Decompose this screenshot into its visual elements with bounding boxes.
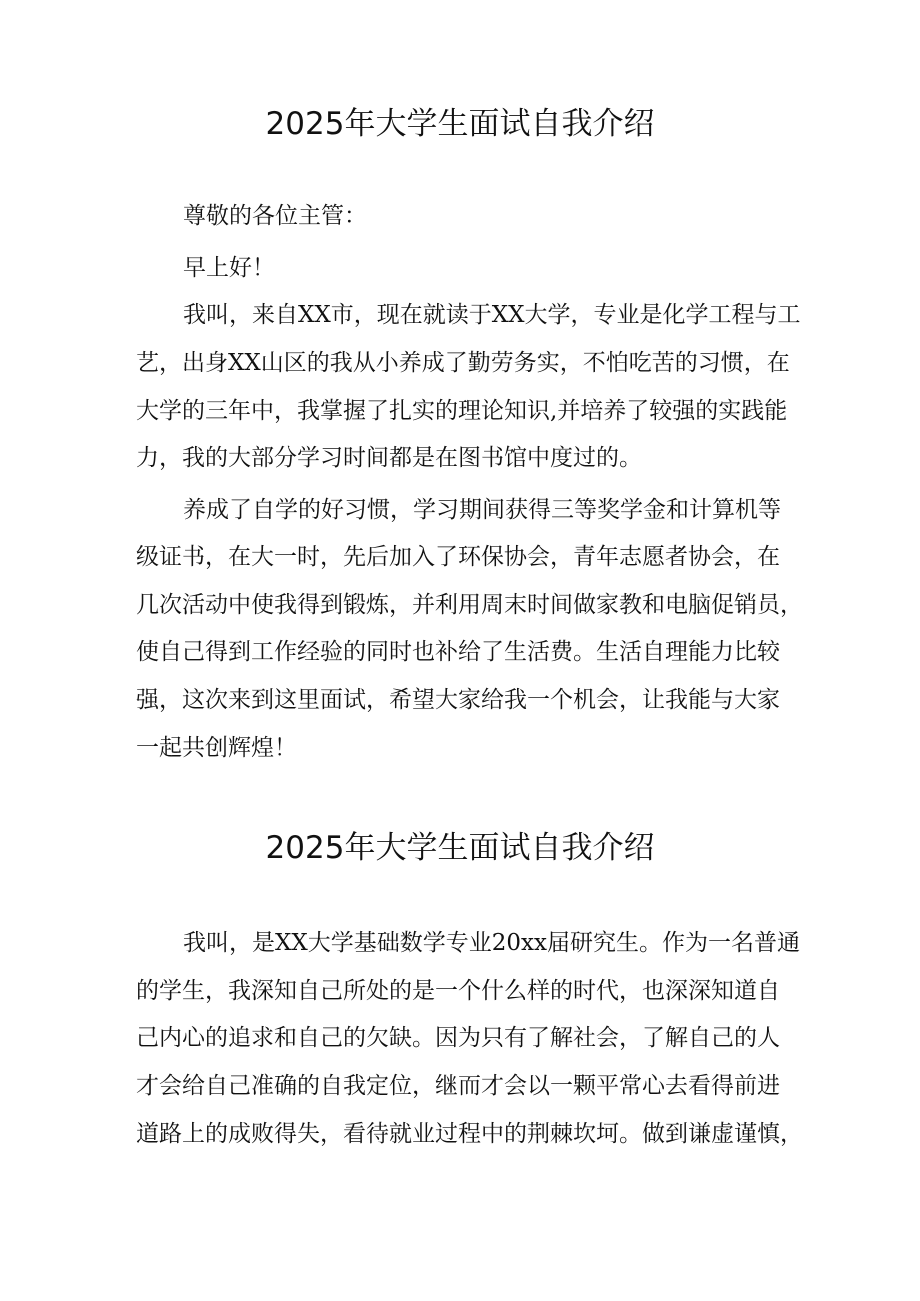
section-1-title: 2025年大学生面试自我介绍 (265, 106, 655, 142)
section-2-line: 我叫，是XX大学基础数学专业20xx届研究生。作为一名普通 (183, 930, 800, 956)
section-1-line: 养成了自学的好习惯，学习期间获得三等奖学金和计算机等 (183, 497, 781, 523)
section-1-line: 级证书，在大一时，先后加入了环保协会，青年志愿者协会，在 (136, 544, 780, 570)
section-1-line: 几次活动中使我得到锻炼，并利用周末时间做家教和电脑促销员， (136, 592, 803, 618)
section-1-line: 力，我的大部分学习时间都是在图书馆中度过的。 (136, 445, 642, 471)
section-1-line: 强，这次来到这里面试，希望大家给我一个机会，让我能与大家 (136, 687, 780, 713)
section-2-line: 己内心的追求和自己的欠缺。因为只有了解社会，了解自己的人 (136, 1025, 780, 1051)
section-2-title: 2025年大学生面试自我介绍 (265, 830, 655, 866)
section-2-line: 的学生，我深知自己所处的是一个什么样的时代，也深深知道自 (136, 978, 780, 1004)
section-2-line: 才会给自己准确的自我定位，继而才会以一颗平常心去看得前进 (136, 1073, 780, 1099)
section-1-line: 我叫，来自XX市，现在就读于XX大学，专业是化学工程与工 (183, 302, 801, 328)
section-1-line: 尊敬的各位主管： (183, 203, 367, 229)
section-1-line: 早上好！ (183, 255, 275, 281)
section-2-line: 道路上的成败得失，看待就业过程中的荆棘坎坷。做到谦虚谨慎， (136, 1121, 803, 1147)
section-1-line: 艺，出身XX山区的我从小养成了勤劳务实，不怕吃苦的习惯，在 (136, 350, 790, 376)
section-1-line: 使自己得到工作经验的同时也补给了生活费。生活自理能力比较 (136, 639, 780, 665)
section-1-line: 一起共创辉煌！ (136, 735, 297, 761)
section-1-line: 大学的三年中，我掌握了扎实的理论知识,并培养了较强的实践能 (136, 398, 788, 424)
